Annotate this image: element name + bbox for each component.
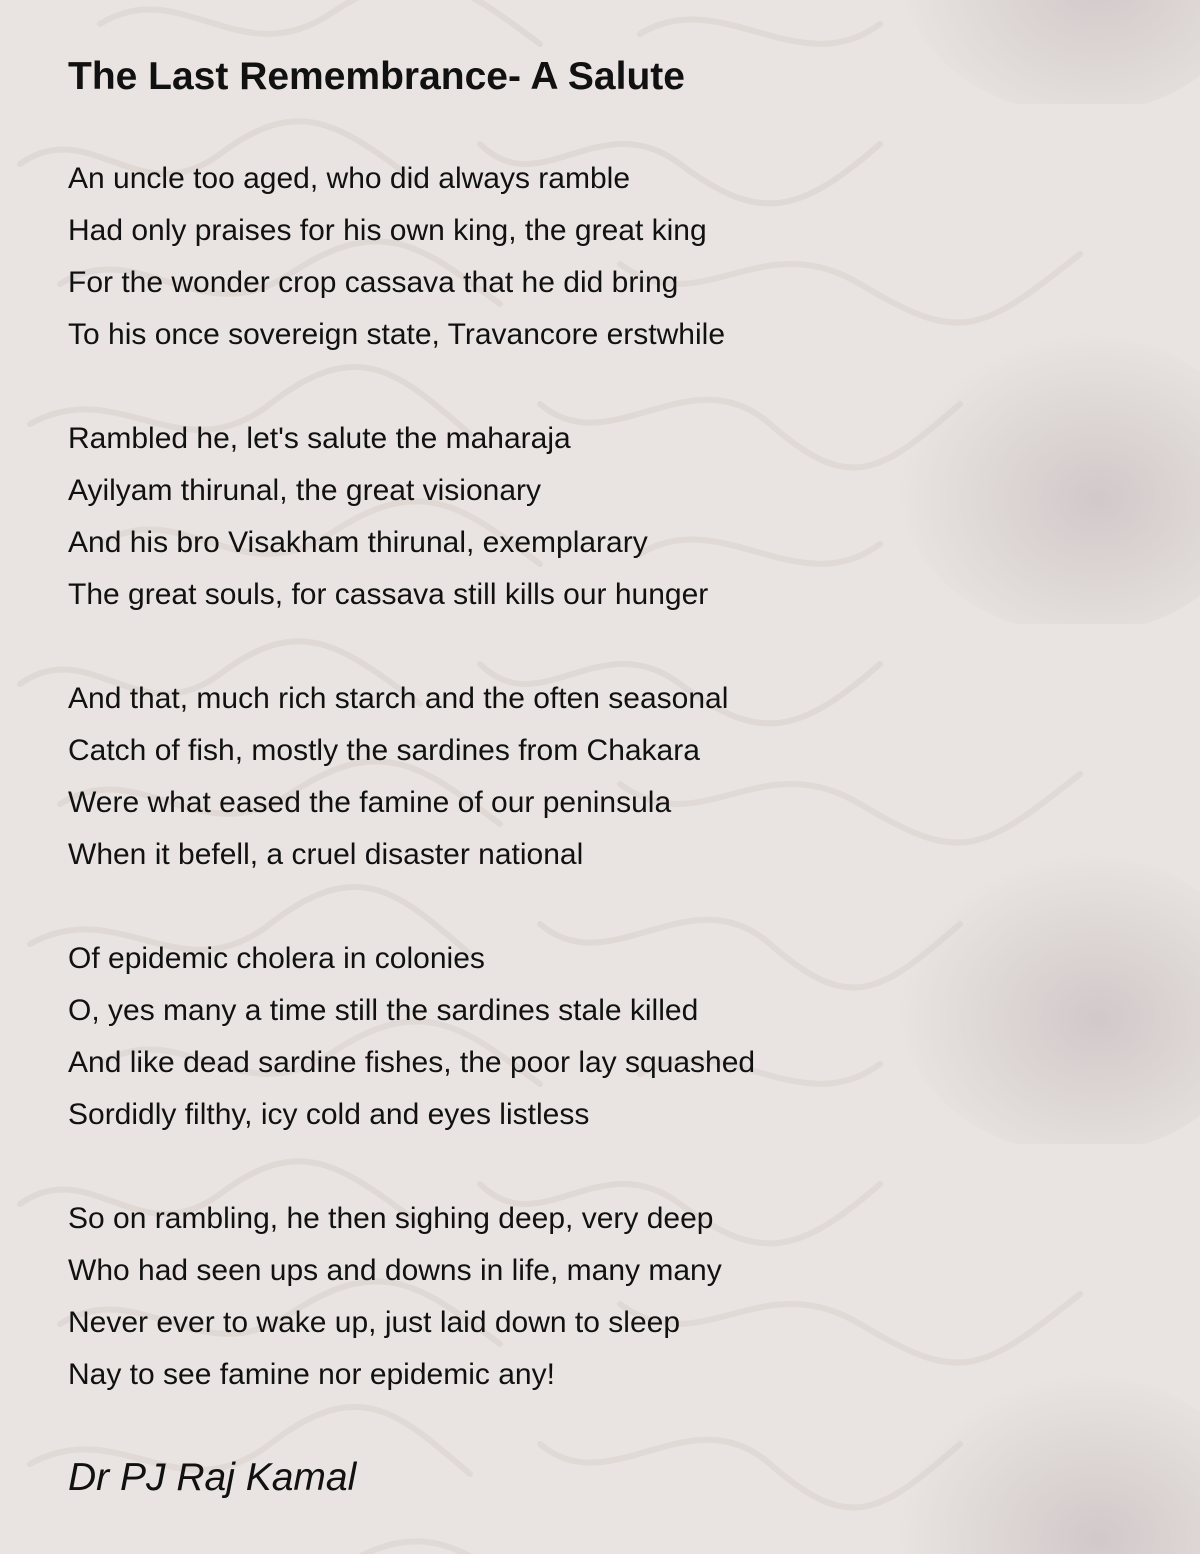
poem-line: Nay to see famine nor epidemic any! [68,1358,555,1391]
poem-body [68,153,755,1453]
poem-line: The great souls, for cassava still kills our hunger [68,578,709,611]
poem-line: And like dead sardine fishes, the poor lay squashed [68,1046,756,1079]
poem-author: Dr PJ Raj Kamal [68,1456,357,1499]
poem-line: Catch of fish, mostly the sardines from Chakara [68,734,700,767]
poem-line: Of epidemic cholera in colonies [68,942,485,975]
poem-line: Rambled he, let's salute the maharaja [68,422,571,455]
poem-line: When it befell, a cruel disaster national [68,838,584,871]
poem-line: For the wonder crop cassava that he did bring [68,266,679,299]
poem-line: Had only praises for his own king, the great king [68,214,707,247]
poem-line: Sordidly filthy, icy cold and eyes listless [68,1098,590,1131]
poem-line: And that, much rich starch and the often seasonal [68,682,729,715]
poem-line: O, yes many a time still the sardines stale killed [68,994,699,1027]
poem-title: The Last Remembrance- A Salute [68,55,685,98]
poem-line: Ayilyam thirunal, the great visionary [68,474,541,507]
poem-line: And his bro Visakham thirunal, exemplarary [68,526,648,559]
poem-line: To his once sovereign state, Travancore erstwhile [68,318,725,351]
poem-line: Who had seen ups and downs in life, many many [68,1254,722,1287]
poem-line: Never ever to wake up, just laid down to sleep [68,1306,680,1339]
stanza-2 [68,413,755,621]
stanza-3 [68,673,755,881]
stanza-1 [68,153,755,361]
poem-line: An uncle too aged, who did always ramble [68,162,631,195]
poem-line: So on rambling, he then sighing deep, very deep [68,1202,714,1235]
stanza-5 [68,1193,755,1401]
poem-line: Were what eased the famine of our peninsula [68,786,672,819]
stanza-4 [68,933,755,1141]
